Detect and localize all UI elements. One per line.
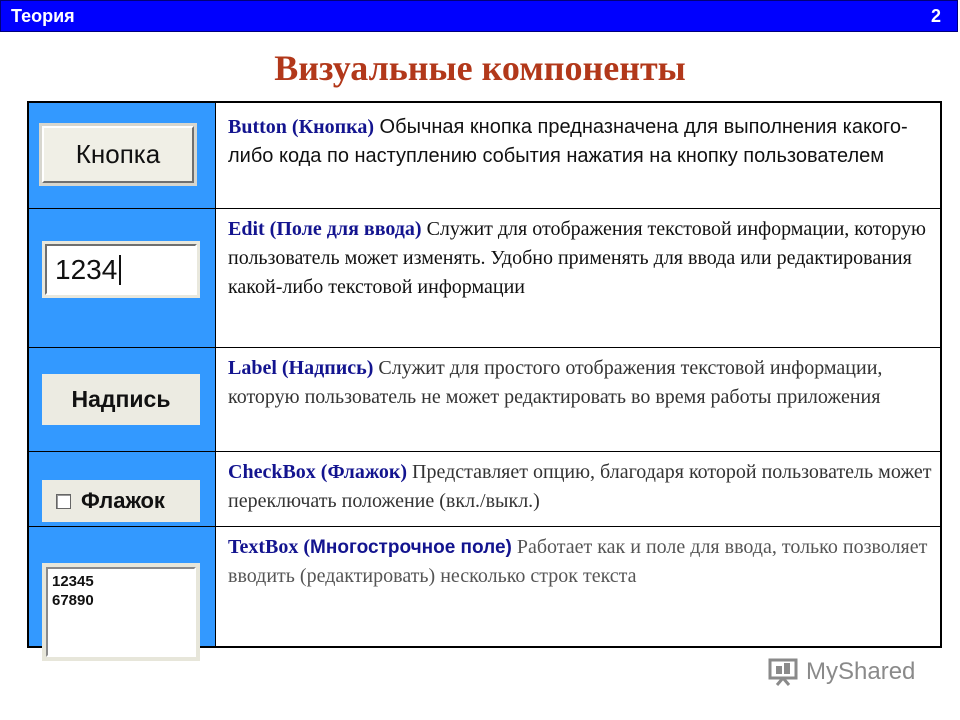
sample-checkbox[interactable] xyxy=(42,480,200,522)
row-divider xyxy=(29,208,940,209)
text-edit: Служит для отображения текстовой информации, которую пользователь может изменять. Удобно применять для ввода или редактирования какой-либо текстовой информации xyxy=(228,218,926,298)
sample-label-text: Надпись xyxy=(71,386,171,412)
keyword-checkbox: CheckBox (Флажок) xyxy=(228,461,408,483)
keyword-button: Button (Кнопка) xyxy=(228,116,374,138)
row-divider xyxy=(29,526,940,527)
textbox-line-1: 12345 xyxy=(52,573,94,590)
text-button: Обычная кнопка предназначена для выполнения какого-либо кода по наступлению события нажатия на кнопку пользователем xyxy=(228,116,908,167)
presentation-icon xyxy=(768,658,800,686)
sample-textbox-frame xyxy=(42,563,200,661)
keyword-edit: Edit (Поле для ввода) xyxy=(228,218,422,240)
sample-button[interactable] xyxy=(42,126,194,183)
section-label: Теория xyxy=(11,5,75,26)
page-number: 2 xyxy=(930,5,941,26)
sample-label xyxy=(42,374,200,425)
row-divider xyxy=(29,451,940,452)
watermark-logo xyxy=(768,657,915,687)
watermark-text: MyShared xyxy=(806,658,916,685)
sample-checkbox-label: Флажок xyxy=(81,488,165,513)
text-label: Служит для простого отображения текстовой информации, которую пользователь не может редактировать во время работы приложения xyxy=(228,357,883,408)
text-caret xyxy=(119,255,121,285)
keyword-textbox-rest: Многострочное поле) xyxy=(310,537,512,558)
page-title: Визуальные компоненты xyxy=(274,48,686,88)
text-checkbox: Представляет опцию, благодаря которой пользователь может переключать положение (вкл./выкл.) xyxy=(228,461,932,512)
keyword-label: Label (Надпись) xyxy=(228,357,374,379)
textbox-line-2: 67890 xyxy=(52,592,94,609)
description-textbox xyxy=(228,533,934,591)
sample-edit-frame xyxy=(42,241,200,298)
row-divider xyxy=(29,347,940,348)
description-button xyxy=(228,113,934,171)
checkbox-box[interactable] xyxy=(56,494,71,509)
header-bar xyxy=(0,0,958,32)
text-textbox: Работает как и поле для ввода, только позволяет вводить (редактировать) несколько строк текста xyxy=(228,536,928,587)
sample-edit-value: 1234 xyxy=(55,253,118,285)
sample-textbox-area[interactable] xyxy=(46,567,196,657)
keyword-textbox: TextBox ( xyxy=(228,536,311,558)
sample-button-label: Кнопка xyxy=(75,139,161,169)
description-edit xyxy=(228,215,934,302)
description-label xyxy=(228,354,934,412)
sample-edit-field[interactable] xyxy=(45,244,197,295)
description-checkbox xyxy=(228,458,934,516)
